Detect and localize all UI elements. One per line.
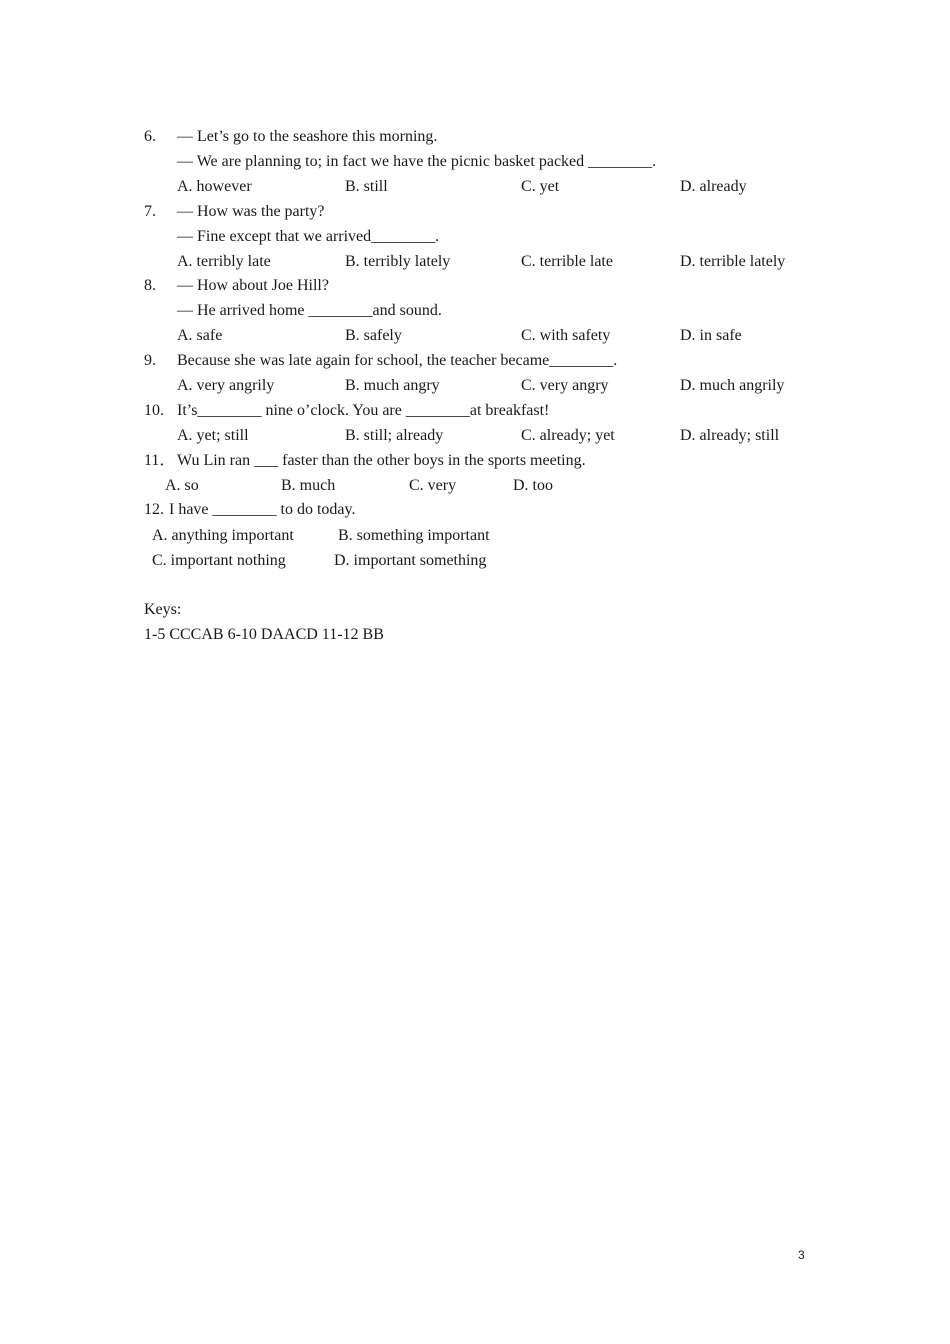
option-c: C. already; yet (521, 427, 615, 444)
option-b: B. much (281, 477, 336, 494)
question-line: — We are planning to; in fact we have the picnic basket packed ________. (177, 153, 657, 170)
option-b: B. terribly lately (345, 253, 451, 270)
option-c: C. yet (521, 178, 560, 195)
option-b: B. something important (338, 527, 490, 544)
question-line: — How about Joe Hill? (177, 277, 329, 294)
option-d: D. already; still (680, 427, 780, 444)
question-number: 7. (144, 203, 156, 220)
option-a: A. yet; still (177, 427, 249, 444)
option-c: C. very angry (521, 377, 609, 394)
question-line: — Fine except that we arrived________. (177, 228, 440, 245)
keys-answers: 1-5 CCCAB 6-10 DAACD 11-12 BB (144, 626, 384, 643)
option-a: A. so (165, 477, 199, 494)
option-c: C. very (409, 477, 457, 494)
question-number: 8. (144, 277, 156, 294)
option-b: B. still; already (345, 427, 444, 444)
option-a: A. terribly late (177, 253, 271, 270)
option-a: A. very angrily (177, 377, 275, 394)
option-c: C. terrible late (521, 253, 613, 270)
option-d: D. important something (334, 552, 487, 569)
option-a: A. safe (177, 327, 223, 344)
question-line: — He arrived home ________and sound. (177, 302, 442, 319)
option-c: C. important nothing (152, 552, 286, 569)
page-number: 3 (798, 1248, 805, 1262)
question-number: 6. (144, 128, 156, 145)
option-b: B. much angry (345, 377, 440, 394)
option-d: D. too (513, 477, 553, 494)
option-a: A. anything important (152, 527, 294, 544)
option-a: A. however (177, 178, 252, 195)
question-line: Wu Lin ran ___ faster than the other boys in the sports meeting. (177, 452, 586, 469)
question-number: 10. (144, 402, 164, 419)
question-number: 12. (144, 501, 164, 518)
option-b: B. still (345, 178, 388, 195)
question-number: 9. (144, 352, 156, 369)
question-line: — How was the party? (177, 203, 325, 220)
option-b: B. safely (345, 327, 402, 344)
option-d: D. in safe (680, 327, 742, 344)
keys-label: Keys: (144, 601, 182, 618)
option-d: D. already (680, 178, 747, 195)
option-d: D. much angrily (680, 377, 785, 394)
question-line: — Let’s go to the seashore this morning. (177, 128, 438, 145)
option-c: C. with safety (521, 327, 611, 344)
question-number: 11． (144, 452, 176, 469)
question-line: I have ________ to do today. (169, 501, 356, 518)
question-line: It’s________ nine o’clock. You are ________at breakfast! (177, 402, 550, 419)
option-d: D. terrible lately (680, 253, 786, 270)
question-line: Because she was late again for school, the teacher became________. (177, 352, 618, 369)
